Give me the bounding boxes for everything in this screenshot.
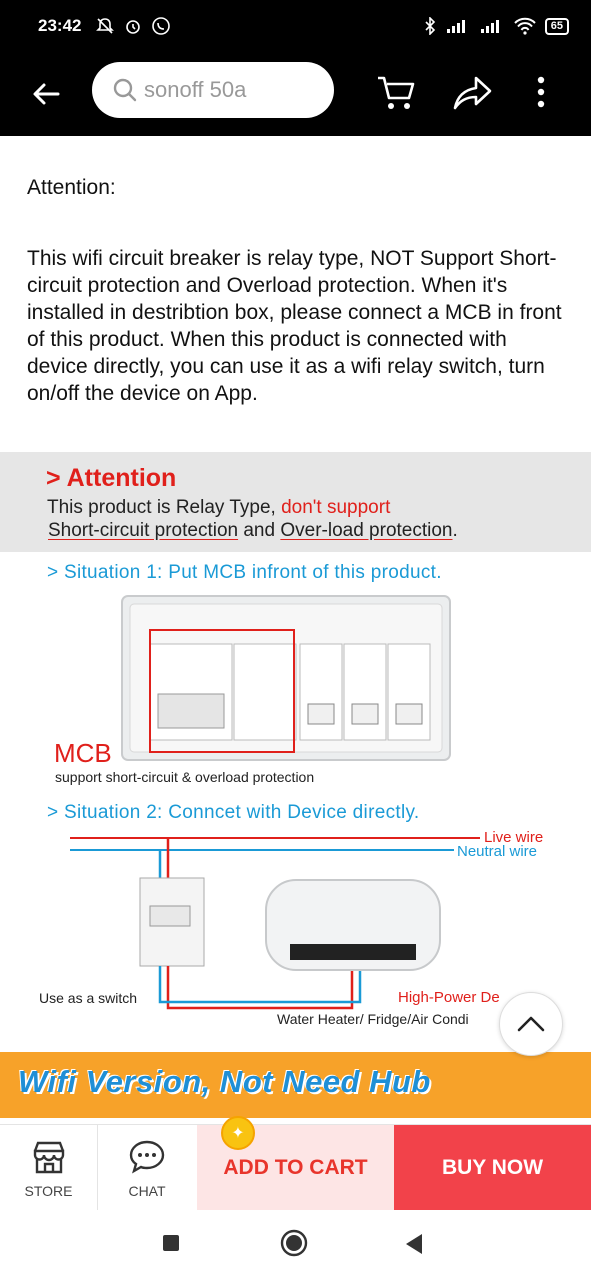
bottom-action-bar xyxy=(0,1124,591,1210)
search-input[interactable] xyxy=(92,62,334,118)
store-button[interactable] xyxy=(0,1125,98,1211)
chevron-up-icon xyxy=(516,1014,546,1034)
situation-2-title: > Situation 2: Conncet with Device directly. xyxy=(47,802,420,823)
wifi-version-text: Wifi Version, Not Need Hub xyxy=(18,1064,431,1099)
battery-indicator: 65 xyxy=(545,18,569,35)
home-icon[interactable] xyxy=(280,1229,308,1257)
share-icon[interactable] xyxy=(450,70,494,114)
use-as-switch-label: Use as a switch xyxy=(39,990,138,1006)
store-label: STORE xyxy=(24,1183,73,1199)
product-description: This wifi circuit breaker is relay type, NOT Support Short-circuit protection and Overload protection. When it's installed in destribtion box, please connect a MCB in front of this product. When this product is connected with device directly, you can use it as a wifi relay switch, turn on/off the device on App. xyxy=(27,247,562,405)
buy-now-button[interactable]: BUY NOW xyxy=(394,1125,591,1211)
distribution-box-illustration xyxy=(120,594,452,764)
situation-1-title: > Situation 1: Put MCB infront of this product. xyxy=(47,562,442,583)
attention-label: Attention: xyxy=(27,176,116,199)
wifi-icon xyxy=(513,17,537,35)
mcb-caption: support short-circuit & overload protection xyxy=(55,769,315,785)
signal-2-icon xyxy=(479,18,505,34)
more-options-icon[interactable] xyxy=(530,70,552,114)
banner-line-2: Short-circuit protection and Over-load protection. xyxy=(48,520,458,541)
coin-reward-icon[interactable]: ✦ xyxy=(221,1116,255,1150)
back-nav-icon[interactable] xyxy=(404,1233,424,1255)
banner-title: > Attention xyxy=(46,464,177,492)
attention-banner xyxy=(0,452,591,552)
back-arrow-icon[interactable] xyxy=(26,74,66,114)
bluetooth-icon xyxy=(423,17,437,35)
appliances-caption: Water Heater/ Fridge/Air Condi xyxy=(277,1011,469,1027)
chat-label: CHAT xyxy=(128,1183,166,1199)
notification-muted-icon xyxy=(95,16,115,36)
chat-button[interactable] xyxy=(98,1125,196,1211)
system-nav-bar xyxy=(0,1210,591,1280)
banner-line-1: This product is Relay Type, don't support xyxy=(47,497,391,518)
whatsapp-icon xyxy=(151,16,171,36)
wifi-version-banner xyxy=(0,1052,591,1118)
chat-icon xyxy=(127,1137,167,1177)
mcb-label: MCB xyxy=(54,738,112,768)
recent-apps-icon[interactable] xyxy=(162,1234,180,1252)
scroll-to-top-button[interactable] xyxy=(499,992,563,1056)
status-time: 23:42 xyxy=(38,16,82,35)
signal-icon xyxy=(445,18,471,34)
search-query: sonoff 50a xyxy=(144,77,247,102)
add-to-cart-button[interactable]: ADD TO CART xyxy=(197,1125,394,1211)
store-icon xyxy=(29,1137,69,1177)
search-icon xyxy=(112,77,138,103)
status-bar xyxy=(0,0,591,52)
high-power-device-label: High-Power De xyxy=(398,989,500,1006)
neutral-wire-label: Neutral wire xyxy=(457,843,538,860)
cart-icon[interactable] xyxy=(374,70,418,114)
alarm-icon xyxy=(123,16,143,36)
app-bar xyxy=(0,52,591,136)
live-wire-label: Live wire xyxy=(484,829,544,846)
